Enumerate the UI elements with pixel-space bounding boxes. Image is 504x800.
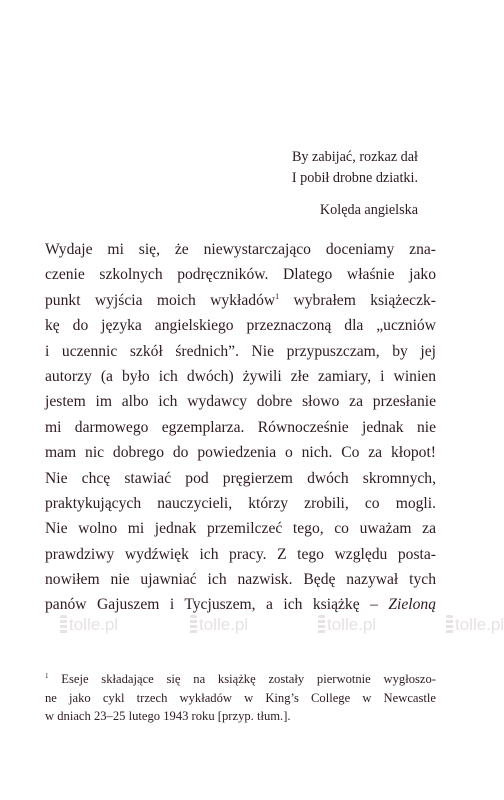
- paragraph-line: autorzy (a było ich dwóch) żywili złe zamiary, i winien: [45, 367, 436, 385]
- paragraph-line: [45, 288, 436, 313]
- paragraph-line: Nie wolno mi jednak przemilczeć tego, co uważam za: [45, 520, 436, 538]
- paragraph-text: panów Gajuszem i Tycjuszem, a ich książkę –: [45, 596, 389, 614]
- lighthouse-icon: [318, 615, 325, 633]
- lighthouse-icon: [446, 615, 453, 633]
- paragraph-text: wybrałem książeczk-: [279, 291, 436, 309]
- paragraph-line: jestem im albo ich wydawcy dobre słowo za przesłanie: [45, 393, 436, 411]
- paragraph-line: i uczennic szkół średnich”. Nie przypuszczam, by jej: [45, 342, 436, 360]
- watermark: tolle.pl: [190, 615, 248, 635]
- footnote-line: w dniach 23–25 lutego 1943 roku [przyp. tłum.].: [45, 709, 291, 724]
- paragraph-line: Wydaje mi się, że niewystarczająco doceniamy zna-: [45, 241, 436, 258]
- epigraph-source: Kolęda angielska: [319, 202, 418, 218]
- footnote: [45, 670, 436, 726]
- epigraph-line-1: By zabijać, rozkaz dał: [291, 149, 418, 165]
- book-title-italic: Zieloną: [388, 596, 436, 614]
- paragraph-line: czenie szkolnych podręczników. Dlatego właśnie jako: [45, 266, 436, 284]
- paragraph-text: punkt wyjścia moich wykładów: [45, 291, 276, 309]
- paragraph-line: mam nic dobrego do powiedzenia o nich. Co za kłopot!: [45, 444, 436, 462]
- footnote-text: Eseje składające się na książkę zostały pierwotnie wygłoszo-: [48, 672, 436, 686]
- paragraph-line: nowiłem nie ujawniać ich nazwisk. Będę nazywał tych: [45, 571, 436, 589]
- paragraph-line: praktykujących nauczycieli, którzy zrobili, co mogli.: [45, 494, 436, 512]
- watermark-row: [0, 615, 504, 645]
- main-paragraph: [45, 237, 436, 618]
- footnote-line: [45, 670, 436, 689]
- watermark: tolle.pl: [60, 615, 118, 635]
- lighthouse-icon: [190, 615, 197, 633]
- paragraph-line: Nie chcę stawiać pod pręgierzem dwóch skromnych,: [45, 469, 436, 487]
- epigraph-line-2: I pobił drobne dziatki.: [291, 170, 418, 186]
- lighthouse-icon: [60, 615, 67, 633]
- epigraph: [98, 147, 418, 221]
- footnote-line: ne jako cykl trzech wykładów w King’s College w Newcastle: [45, 690, 436, 705]
- paragraph-line: mi darmowego egzemplarza. Równocześnie jednak nie: [45, 418, 436, 436]
- footnote-reference: 1: [275, 291, 280, 301]
- watermark: tolle.pl: [446, 615, 504, 635]
- paragraph-line: kę do języka angielskiego przeznaczoną dla „uczniów: [45, 317, 436, 335]
- paragraph-line: prawdziwy wydźwięk ich pracy. Z tego względu posta-: [45, 545, 436, 563]
- footnote-marker: 1: [45, 672, 49, 680]
- watermark: tolle.pl: [318, 615, 376, 635]
